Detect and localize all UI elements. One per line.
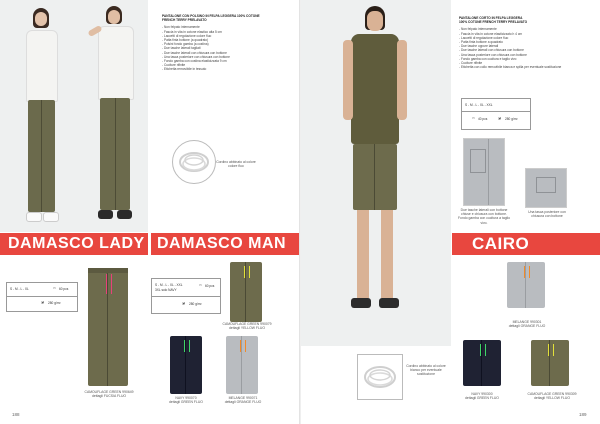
- man-pants-melange: [226, 336, 258, 394]
- man-model: [88, 6, 142, 228]
- man-pcs: 60 pcs: [205, 284, 215, 288]
- cairo-model-photo: [301, 0, 451, 346]
- right-feature: - Fondo gamba con cucitura e taglio vivo: [459, 56, 517, 61]
- shorts-melange: [507, 262, 545, 308]
- right-feature: - Due tasche laterali con chiusura con bottone: [459, 48, 524, 53]
- pocket-caption: Due tasche laterali con bottone chiuse e chiusura con bottone. Fondo gamba con cucitura a taglio vivo.: [457, 208, 511, 225]
- cairo-melange-caption: MELANGE 990301 dettagli ORANGE FLUO: [508, 320, 546, 329]
- cairo-weight: 280 g/m²: [505, 117, 518, 121]
- left-headline-2: FRENCH TERRY PRELAVATO: [162, 18, 207, 23]
- back-pocket-caption: Una tasca posteriore con chiusura con bottone: [528, 210, 566, 219]
- right-feature: - Etichetta con collo removibile bianca e spilla per eventuale sostituzione: [459, 65, 562, 70]
- left-feature: - Polsini fondo gamba (a costina): [162, 42, 209, 47]
- left-description: [162, 14, 282, 72]
- right-feature: - Laccetti di regolazione colore fluo: [459, 35, 509, 40]
- man-weight: 280 g/m²: [189, 302, 202, 306]
- cord-detail-image: [172, 140, 216, 184]
- package-icon: ▭: [53, 286, 57, 290]
- page-number-right: 189: [579, 412, 587, 417]
- package-icon: ▭: [199, 283, 203, 287]
- shorts-camo: [531, 340, 569, 386]
- weight-icon: ◪: [182, 301, 186, 305]
- right-feature: - Cuciture rifinite: [459, 61, 483, 66]
- right-feature: - Una tasca posteriore con chiusura con bottone: [459, 52, 527, 57]
- right-headline-1: PANTALONE CORTO IN FELPA LEGGERA: [459, 16, 523, 20]
- cairo-pcs: 40 pcs: [478, 117, 488, 121]
- left-feature: - Fondo gamba con costina elasticizzata 9 cm: [162, 59, 227, 64]
- lady-caption: CAMOUFLAGE GREEN 990649 dettagli FUCSIA FLUO: [84, 390, 134, 399]
- lady-pants-camo: [88, 268, 128, 386]
- left-feature: - Laccetti di regolazione colore fluo: [162, 33, 212, 38]
- left-feature: - Etichetta removibile in tessuto: [162, 67, 207, 72]
- models-photo: [0, 0, 148, 232]
- cord-icon: [358, 355, 402, 399]
- right-page: [301, 0, 600, 424]
- man-size-box: [151, 278, 221, 314]
- left-feature: - Cuciture rifinite: [162, 63, 186, 68]
- cairo-camo-caption: CAMOUFLAGE GREEN 990309 dettagli YELLOW FLUO: [527, 392, 577, 401]
- cairo-sizes: S - M - L - XL - XXL: [465, 103, 493, 107]
- shorts-navy: [463, 340, 501, 386]
- banner-cairo: CAIRO: [452, 233, 600, 255]
- back-pocket-image: [525, 168, 567, 208]
- right-feature: - Fascia in vita in cotone elasticizzato h 4 cm: [459, 31, 523, 36]
- man-model: [341, 6, 411, 326]
- man-sizes: S - M - L - XL - XXL: [155, 283, 183, 287]
- melange-caption: MELANGE 990071 dettagli ORANGE FLUO: [224, 396, 262, 405]
- weight-icon: ◪: [41, 300, 45, 304]
- cord-caption: Cordino abbinato al colore colore fluo: [216, 160, 256, 169]
- cairo-size-box: [461, 98, 531, 130]
- man-camo-caption: CAMOUFLAGE GREEN 990079 dettagli YELLOW FLUO: [222, 322, 272, 331]
- package-icon: ▭: [472, 116, 476, 120]
- page-number-left: 188: [12, 412, 20, 417]
- right-headline-2: 100% COTONE FRENCH TERRY PRELAVATO: [459, 20, 528, 25]
- left-feature: - Una tasca posteriore con chiusura con bottone: [162, 54, 230, 59]
- man-pants-navy: [170, 336, 202, 394]
- banner-damasco-man: DAMASCO MAN: [151, 233, 300, 255]
- left-feature: - Fascia in vita in cotone elastico alta 5 cm: [162, 29, 222, 34]
- lady-pcs: 60 pcs: [59, 287, 69, 291]
- lady-sizes: S - M - L - XL: [10, 287, 29, 291]
- left-feature: - Due tasche laterali con chiusura con bottone: [162, 50, 227, 55]
- left-feature: - Patta finta bottone (a quadrato): [162, 38, 209, 43]
- cairo-navy-caption: NAVY 990300 dettagli GREEN FLUO: [465, 392, 499, 401]
- pocket-detail-image: [463, 138, 505, 206]
- banner-damasco-lady: DAMASCO LADY: [0, 233, 148, 255]
- man-sizes-2: 3XL solo NAVY: [155, 288, 177, 292]
- weight-icon: ◪: [498, 116, 502, 120]
- cord-icon: [173, 141, 215, 183]
- cord-caption: Cordino abbinato al colore bianco per eventuale sostituzione: [406, 364, 446, 377]
- cord-detail-image: [357, 354, 403, 400]
- left-feature: - Due tasche laterali tagliati: [162, 46, 201, 51]
- man-pants-camo: [230, 262, 262, 322]
- navy-caption: NAVY 990070 dettagli GREEN FLUO: [169, 396, 203, 405]
- woman-model: [18, 8, 64, 228]
- lady-weight: 280 g/m²: [48, 301, 61, 305]
- left-headline-1: PANTALONE CON POLSINO IN FELPA LEGGERA 100% COTONE: [162, 14, 260, 18]
- lady-size-box: [6, 282, 78, 312]
- right-feature: - Due tasche oppure laterali: [459, 44, 499, 49]
- right-feature: - Non felpato internamente: [459, 27, 497, 32]
- right-feature: - Patta finta bottone a quadrato: [459, 40, 503, 45]
- left-feature: - Non felpato internamente: [162, 25, 200, 30]
- right-description: [459, 16, 591, 69]
